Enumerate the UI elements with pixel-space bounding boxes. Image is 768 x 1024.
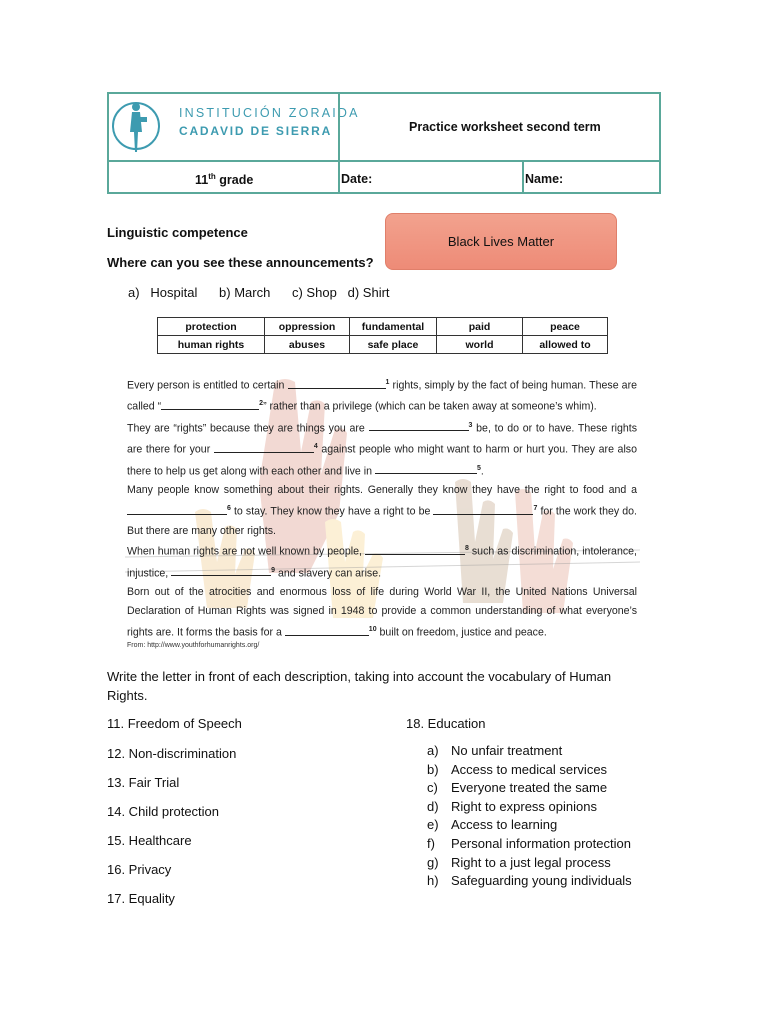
list-item: h) Safeguarding young individuals	[427, 873, 632, 889]
matching-instructions: Write the letter in front of each description, taking into account the vocabulary of Human Rights.	[107, 669, 612, 703]
blank-9[interactable]	[171, 565, 271, 576]
list-item: 13. Fair Trial	[107, 775, 180, 790]
list-item: d) Right to express opinions	[427, 798, 597, 814]
table-row: protection oppression fundamental paid peace	[158, 318, 608, 336]
section-heading: Linguistic competence	[107, 225, 248, 240]
list-item: 14. Child protection	[107, 804, 220, 819]
blank-5[interactable]	[375, 463, 477, 474]
name-field[interactable]: Name:	[525, 172, 564, 186]
table-row: human rights abuses safe place world allowed to	[158, 336, 608, 354]
list-item: 17. Equality	[107, 891, 175, 906]
blank-3[interactable]	[369, 420, 469, 431]
black-lives-matter-badge: Black Lives Matter	[385, 213, 617, 270]
list-item: f) Personal information protection	[427, 835, 631, 851]
institution-name-line1: INSTITUCIÓN ZORAIDA	[179, 106, 360, 120]
blank-10[interactable]	[285, 625, 369, 636]
list-item: c) Everyone treated the same	[427, 780, 608, 796]
reading-passage: Every person is entitled to certain $^1$ rights, simply by the fact of being human. These are called “ $^2$” rather than a privilege (which can be taken away at someone’s whim). They are “rights” because they are things you are $^3$ be, to do or to have. These rights are there for your $^4$ against people who might want to harm or hurt you. They are also there to help us get along with each other and live in $^5$. Many people know something about their rights. Generally they know they have the right to food and a $^6$ to stay. They know they have a right to be $^7$ for the work they do. But there are many other rights. When human rights are not well known by people, $^8$ such as discrimination, intolerance, injustice, $^9$ and slavery can arise. Born out of the atrocities and enormous loss of life during World War II, the United Nations Universal Declaration of Human Rights was signed in 1948 to provide a common understanding of what everyone’s rights are. It forms the basis for a $^{10}$ built on freedom, justice and peace.	[127, 379, 637, 639]
list-item: b) Access to medical services	[427, 761, 608, 777]
list-item: g) Right to a just legal process	[427, 854, 611, 870]
list-item: a) No unfair treatment	[427, 743, 563, 758]
passage-source: From: http://www.youthforhumanrights.org/	[127, 642, 260, 649]
announcement-options: a) Hospital b) March c) Shop d) Shirt	[128, 285, 390, 300]
blank-1[interactable]	[288, 378, 386, 389]
blank-6[interactable]	[127, 504, 227, 515]
description-list	[427, 743, 632, 892]
list-item: 11. Freedom of Speech	[107, 716, 242, 731]
worksheet-header	[107, 92, 661, 194]
list-item: e) Access to learning	[427, 817, 558, 833]
blank-7[interactable]	[433, 504, 533, 515]
vocabulary-table	[157, 317, 608, 354]
worksheet-title: Practice worksheet second term	[409, 120, 601, 134]
section-question: Where can you see these announcements?	[107, 255, 374, 270]
list-item: 15. Healthcare	[107, 833, 192, 848]
blank-8[interactable]	[365, 544, 465, 555]
list-item: 12. Non-discrimination	[107, 746, 237, 761]
list-item: 18. Education	[406, 716, 486, 731]
institution-name-line2: CADAVID DE SIERRA	[179, 124, 333, 138]
blank-2[interactable]	[161, 399, 259, 410]
blank-4[interactable]	[214, 442, 314, 453]
list-item: 16. Privacy	[107, 862, 172, 877]
grade-cell: 11th grade	[195, 172, 254, 188]
school-logo-icon	[111, 96, 161, 158]
date-field[interactable]: Date:	[341, 172, 373, 186]
